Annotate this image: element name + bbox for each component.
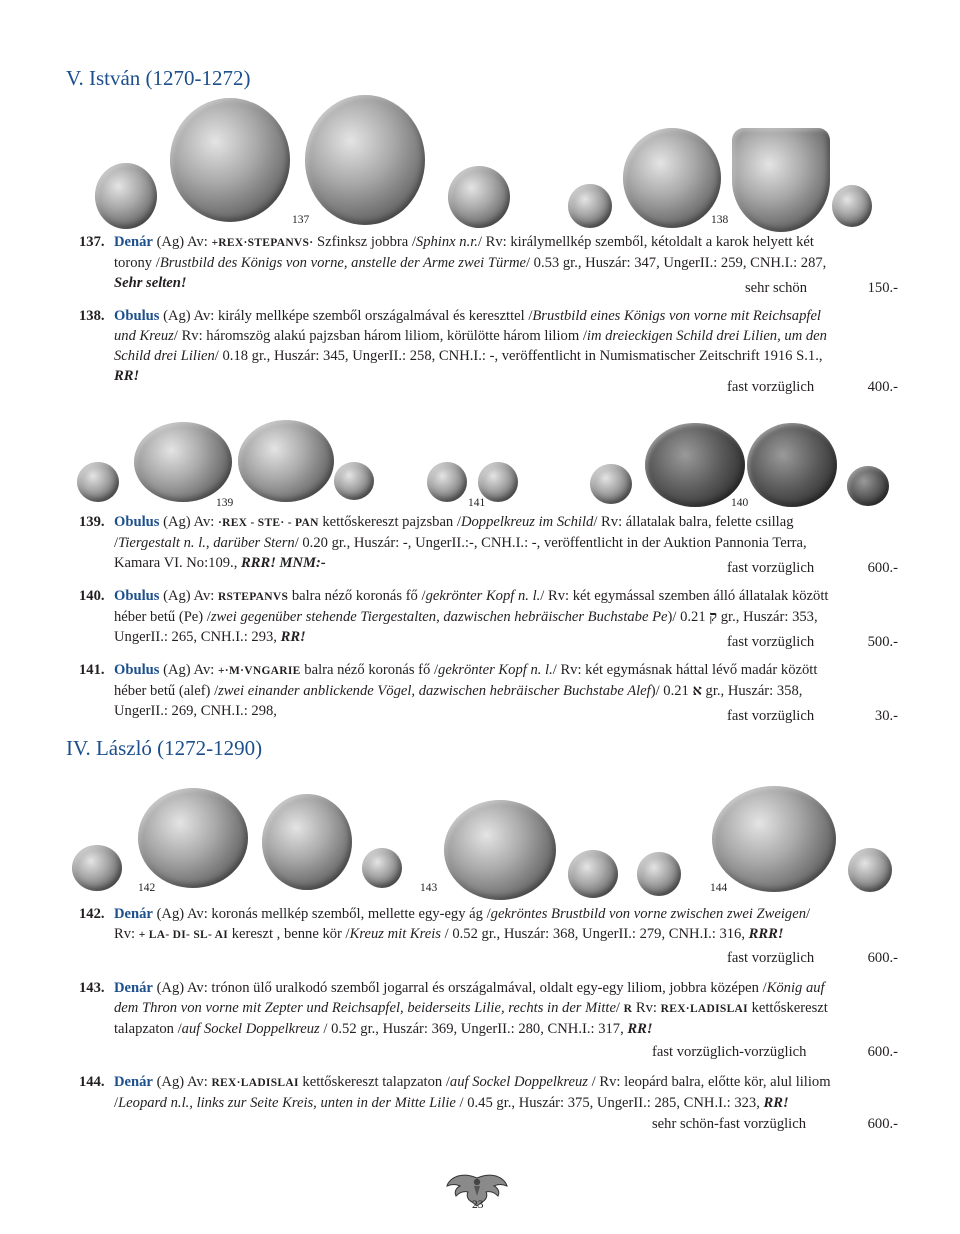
coin-caption-140: 140: [731, 497, 749, 509]
coin-image-141-obverse: [427, 462, 467, 502]
coin-image-138-obverse: [623, 128, 721, 228]
lot-number: 143.: [79, 980, 105, 996]
coin-image-140-small-reverse: [847, 466, 889, 506]
coin-image-139-small-obverse: [77, 462, 119, 502]
coin-caption-143: 143: [420, 882, 438, 894]
lot-description: Obulus (Ag) Av: RSTEPANVS balra néző koronás fő /gekrönter Kopf n. l./ Rv: két egymással szemben álló állatalak között héber betű (Pe) /zwei gegenüber stehende Tiergestalten, dazwischen hebräischer Buchstabe Pe)/ ק 0.21 gr., Huszár: 353, UngerII.: 265, CNH.I.: 293, RR!: [114, 588, 829, 645]
lot-144: [0, 1072, 960, 1134]
coin-image-143-obverse: [444, 800, 556, 900]
lot-number: 141.: [79, 662, 105, 678]
lot-143-grade: fast vorzüglich-vorzüglich: [652, 1044, 807, 1060]
coin-image-140-obverse: [645, 423, 745, 507]
lot-description: Denár (Ag) Av: koronás mellkép szemből, mellette egy-egy ág /gekröntes Brustbild von vorne zwischen zwei Zweigen/ Rv: + LA- DI- SL- AI kereszt , benne kör /Kreuz mit Kreis / 0.52 gr., Huszár: 368, UngerII.: 279, CNH.I.: 316, RRR!: [114, 906, 811, 942]
coin-image-139-reverse: [238, 420, 334, 502]
lot-number: 137.: [79, 234, 105, 250]
lot-137-price: 150.-: [867, 280, 898, 296]
lot-140-price: 500.-: [867, 634, 898, 650]
coin-image-138-small-reverse: [832, 185, 872, 227]
lot-144-grade: sehr schön-fast vorzüglich: [652, 1116, 806, 1132]
lot-142-grade: fast vorzüglich: [727, 950, 815, 966]
coin-image-139-small-reverse: [334, 462, 374, 500]
lot-description: Denár (Ag) Av: trónon ülő uralkodó szemből jogarral és országalmával, oldalt egy-egy liliom, jobbra középen /König auf dem Thron von vorne mit Zepter und Reichsapfel, beiderseits Lilie, rechts in der Mitte/ R Rv: REX·LADISLAI kettőskereszt talapzaton /auf Sockel Doppelkreuz / 0.52 gr., Huszár: 369, UngerII.: 280, CNH.I.: 317, RR!: [114, 980, 828, 1037]
coin-image-142-obverse: [138, 788, 248, 888]
coin-image-142-small-obverse: [72, 845, 122, 891]
coin-image-143-small-reverse: [568, 850, 618, 898]
lot-137-grade: sehr schön: [745, 280, 808, 296]
lot-141: [0, 660, 960, 722]
section-title-laszlo: IV. László (1272-1290): [66, 736, 263, 760]
coin-image-137-small-obverse: [95, 163, 157, 229]
coin-caption-142: 142: [138, 882, 156, 894]
coin-image-137-obverse: [170, 98, 290, 222]
lot-141-grade: fast vorzüglich: [727, 708, 815, 724]
coin-image-138-reverse: [732, 128, 830, 232]
lot-138: [0, 306, 960, 388]
coin-image-144-small-obverse: [637, 852, 681, 896]
lot-140-grade: fast vorzüglich: [727, 634, 815, 650]
lot-number: 138.: [79, 308, 105, 324]
lot-description: Obulus (Ag) Av: +·M·VNGARIE balra néző koronás fő /gekrönter Kopf n. l./ Rv: két egymásnak háttal lévő madár között héber betű (alef) /zwei einander anblickende Vögel, dazwischen hebräischer Buchstabe Alef)/ א 0.21 gr., Huszár: 358, UngerII.: 269, CNH.I.: 298,: [114, 662, 818, 719]
coin-image-138-small-obverse: [568, 184, 612, 228]
coin-caption-141: 141: [468, 497, 486, 509]
lot-140: [0, 586, 960, 648]
lot-description: Obulus (Ag) Av: ·REX - STE· - PAN kettőskereszt pajzsban /Doppelkreuz im Schild/ Rv: állatalak balra, felette csillag /Tiergestalt n. l., darüber Stern/ 0.20 gr., Huszár: -, UngerII.:-, CNH.I.: -, veröffentlicht in der Auktion Pannonia Terra, Kamara VI. No:109., RRR! MNM:-: [114, 514, 807, 571]
coin-caption-144: 144: [710, 882, 728, 894]
coin-image-140-reverse: [747, 423, 837, 507]
lot-number: 142.: [79, 906, 105, 922]
lot-139-price: 600.-: [867, 560, 898, 576]
lot-141-price: 30.-: [874, 708, 898, 724]
lot-description: Denár (Ag) Av: REX·LADISLAI kettőskereszt talapzaton /auf Sockel Doppelkreuz / Rv: leopárd balra, előtte kör, alul liliom /Leopard n.l., links zur Seite Kreis, unten in der Mitte Lilie / 0.45 gr., Huszár: 375, UngerII.: 285, CNH.I.: 323, RR!: [114, 1074, 831, 1111]
lot-description: Denár (Ag) Av: +REX·STEPANVS· Szfinksz jobbra /Sphinx n.r./ Rv: királymellkép szemből, kétoldalt a karok helyett két torony /Brustbild des Königs von vorne, anstelle der Arme zwei Türme/ 0.53 gr., Huszár: 347, UngerII.: 259, CNH.I.: 287, Sehr selten!: [114, 234, 827, 291]
coin-image-144-reverse: [712, 786, 836, 892]
lot-139-grade: fast vorzüglich: [727, 560, 815, 576]
lot-143: [0, 978, 960, 1062]
lot-number: 139.: [79, 514, 105, 530]
coin-image-142-reverse: [262, 794, 352, 890]
lot-number: 144.: [79, 1074, 105, 1090]
coin-image-137-small-reverse: [448, 166, 510, 228]
section-title-istvan: V. István (1270-1272): [66, 66, 251, 90]
lot-138-grade: fast vorzüglich: [727, 379, 815, 395]
coin-image-139-obverse: [134, 422, 232, 502]
coin-image-141-reverse: [478, 462, 518, 502]
lot-144-price: 600.-: [867, 1116, 898, 1132]
lot-number: 140.: [79, 588, 105, 604]
coin-caption-139: 139: [216, 497, 234, 509]
page-number: 23: [472, 1199, 484, 1211]
lot-142: [0, 904, 960, 966]
coin-caption-137: 137: [292, 214, 310, 226]
lot-137: [0, 232, 960, 292]
coin-image-137-reverse: [305, 95, 425, 225]
coin-image-144-small-reverse: [848, 848, 892, 892]
coin-image-142-small-reverse: [362, 848, 402, 888]
lot-139: [0, 512, 960, 574]
coin-caption-138: 138: [711, 214, 729, 226]
lot-138-price: 400.-: [867, 379, 898, 395]
lot-143-price: 600.-: [867, 1044, 898, 1060]
coin-image-140-small-obverse: [590, 464, 632, 504]
lot-description: Obulus (Ag) Av: király mellképe szemből országalmával és kereszttel /Brustbild eines Königs von vorne mit Reichsapfel und Kreuz/ Rv: háromszög alakú pajzsban három liliom, körülötte három liliom /im dreieckigen Schild drei Lilien, um den Schild drei Lilien/ 0.18 gr., Huszár: 345, UngerII.: 258, CNH.I.: -, veröffentlicht in Numismatischer Zeitschrift 1916 S.1., RR!: [114, 308, 827, 384]
lot-142-price: 600.-: [867, 950, 898, 966]
